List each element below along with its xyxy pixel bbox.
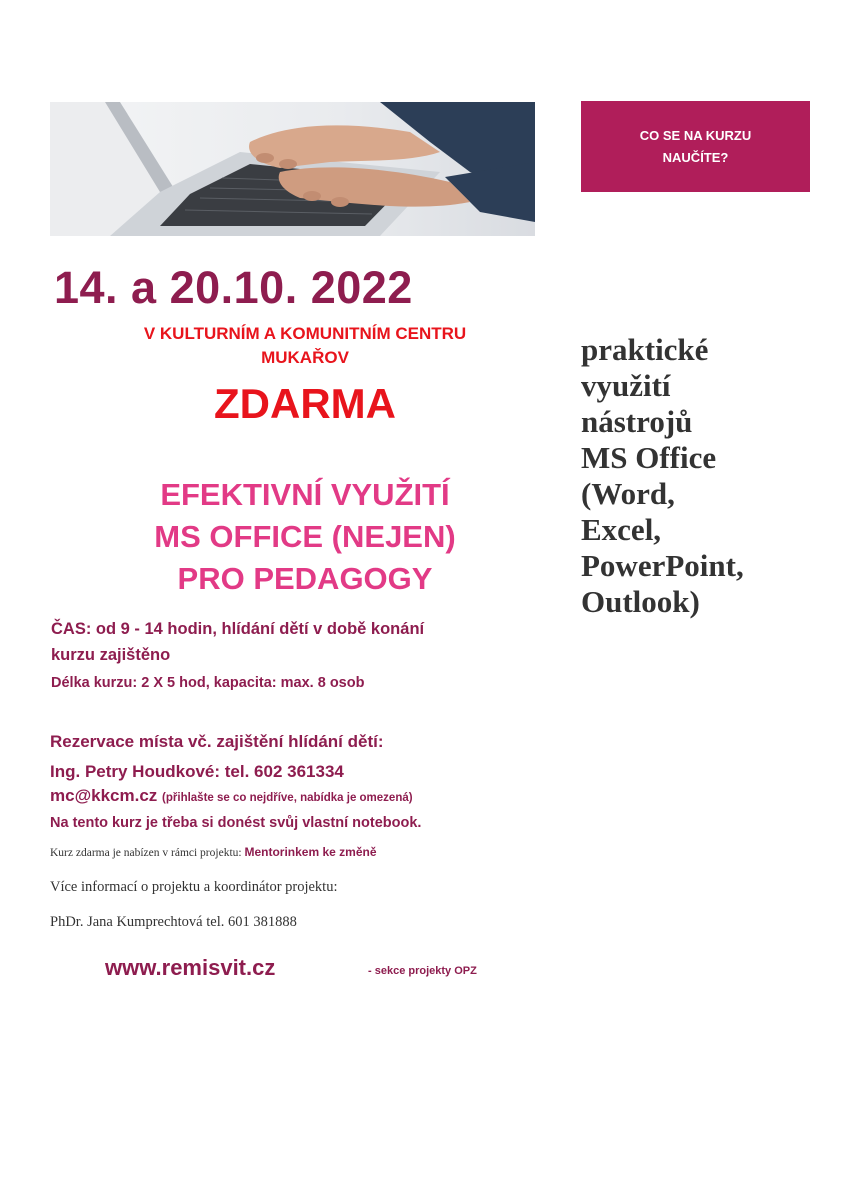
email-link[interactable]: mc@kkcm.cz: [50, 786, 158, 805]
benefit-line: (Word,: [581, 476, 675, 511]
benefit-line: Excel,: [581, 512, 662, 547]
project-name: Mentorinkem ke změně: [244, 845, 377, 859]
price-label: ZDARMA: [214, 380, 396, 427]
course-title-line-3: PRO PEDAGOGY: [177, 561, 433, 596]
time-line-1: ČAS: od 9 - 14 hodin, hlídání dětí v době konání: [51, 620, 425, 638]
website-note: - sekce projekty OPZ: [368, 965, 477, 977]
course-title-line-1: EFEKTIVNÍ VYUŽITÍ: [160, 477, 450, 512]
venue-line-1: V KULTURNÍM A KOMUNITNÍM CENTRU: [143, 324, 467, 343]
learn-more-button[interactable]: [581, 101, 810, 192]
benefit-line: PowerPoint,: [581, 548, 744, 583]
project-line: [50, 845, 377, 859]
notebook-note: Na tento kurz je třeba si donést svůj vlastní notebook.: [50, 815, 422, 831]
benefit-line: využití: [581, 368, 671, 403]
event-venue: [50, 322, 560, 370]
course-time: [51, 616, 561, 668]
benefit-line: Outlook): [581, 584, 700, 619]
email-note: (přihlašte se co nejdříve, nabídka je omezená): [162, 792, 413, 804]
learn-more-label: CO SE NA KURZU NAUČÍTE?: [639, 127, 752, 165]
reservation-contact: Ing. Petry Houdkové: tel. 602 361334: [50, 762, 344, 781]
benefit-line: nástrojů: [581, 404, 693, 439]
time-line-2: kurzu zajištěno: [51, 646, 171, 664]
hero-image-laptop-typing: [50, 102, 535, 236]
more-info: Více informací o projektu a koordinátor projektu:: [50, 879, 338, 895]
reservation-block: [50, 727, 384, 787]
website-link[interactable]: www.remisvit.cz: [105, 955, 276, 980]
course-title-line-2: MS OFFICE (NEJEN): [154, 519, 456, 554]
event-date: 14. a 20.10. 2022: [54, 262, 413, 313]
course-length: Délka kurzu: 2 X 5 hod, kapacita: max. 8 osob: [51, 675, 365, 691]
project-intro: Kurz zdarma je nabízen v rámci projektu:: [50, 847, 245, 859]
coordinator-contact: PhDr. Jana Kumprechtová tel. 601 381888: [50, 914, 297, 930]
course-benefits: [581, 332, 821, 620]
venue-line-2: MUKAŘOV: [261, 348, 349, 367]
reservation-label: Rezervace místa vč. zajištění hlídání dětí:: [50, 732, 384, 751]
reservation-email-line: [50, 786, 413, 806]
benefit-line: MS Office: [581, 440, 717, 475]
benefit-line: praktické: [581, 332, 709, 367]
course-title: [50, 474, 560, 600]
